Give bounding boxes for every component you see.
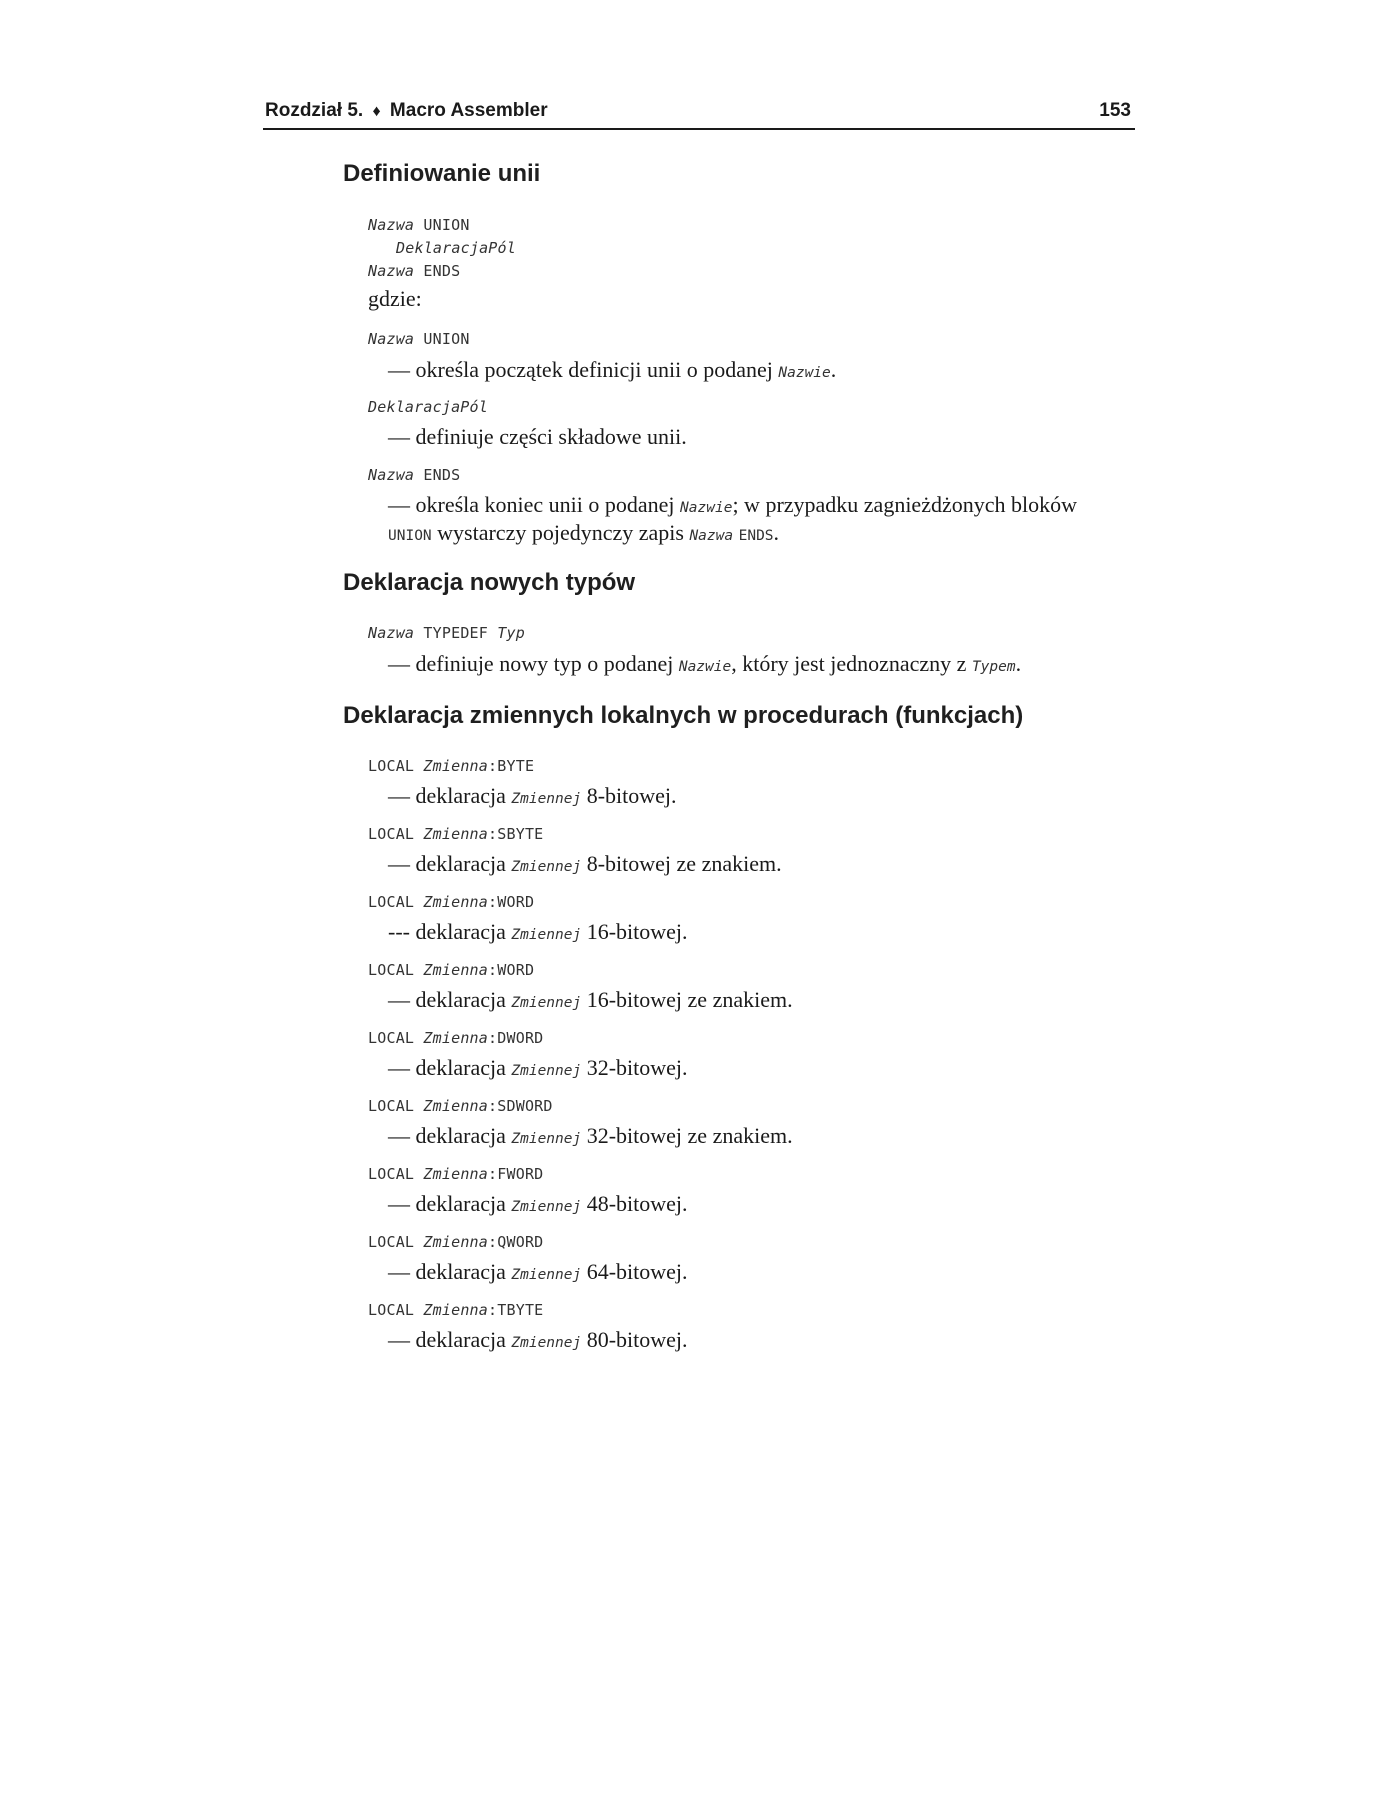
- code-keyword: LOCAL: [368, 1301, 415, 1319]
- section-heading-union: Definiowanie unii: [343, 160, 541, 187]
- desc-text: 80-bitowej.: [586, 1327, 688, 1352]
- local-code-line: [368, 1029, 543, 1047]
- code-keyword: TYPEDEF: [423, 624, 489, 642]
- desc-text: deklaracja: [415, 851, 506, 876]
- local-desc-line: [388, 851, 782, 877]
- local-desc-line: [388, 987, 793, 1013]
- code-keyword: LOCAL: [368, 1029, 415, 1047]
- code-type: :BYTE: [488, 757, 535, 775]
- local-code-line: [368, 1233, 543, 1251]
- desc-text: 64-bitowej.: [586, 1259, 688, 1284]
- code-type: :DWORD: [488, 1029, 544, 1047]
- page-number: 153: [1099, 100, 1131, 121]
- code-type: :SBYTE: [488, 825, 544, 843]
- local-code-line: [368, 893, 534, 911]
- diamond-separator-icon: ♦: [372, 103, 381, 120]
- local-desc-line: [388, 1191, 688, 1217]
- desc-text: deklaracja: [415, 1055, 506, 1080]
- desc-typedef: [388, 651, 1021, 677]
- local-code-line: [368, 757, 534, 775]
- code-keyword: LOCAL: [368, 825, 415, 843]
- desc-ref: Zmiennej: [511, 1335, 582, 1351]
- desc-text: ; w przypadku zagnieżdżonych bloków: [732, 492, 1077, 517]
- local-desc-line: [388, 1259, 688, 1285]
- code-keyword: LOCAL: [368, 757, 415, 775]
- desc-ref: Zmiennej: [511, 791, 582, 807]
- desc-ref: Zmiennej: [511, 1131, 582, 1147]
- em-dash: —: [388, 1055, 410, 1080]
- code-var: Zmienna: [423, 825, 489, 843]
- code-term: DeklaracjaPól: [368, 398, 488, 416]
- desc-text: deklaracja: [415, 1123, 506, 1148]
- term-deklaracja-pol: [368, 398, 488, 416]
- code-var: Zmienna: [423, 1233, 489, 1251]
- local-code-line: [368, 961, 534, 979]
- code-union-line2: [396, 239, 516, 257]
- code-keyword: LOCAL: [368, 1233, 415, 1251]
- em-dash: —: [388, 851, 410, 876]
- desc-text: określa koniec unii o podanej: [415, 492, 675, 517]
- desc-text: 16-bitowej.: [586, 919, 688, 944]
- code-var: Zmienna: [423, 961, 489, 979]
- chapter-title: [265, 100, 548, 122]
- term-union: [368, 330, 470, 348]
- desc-text: deklaracja: [415, 987, 506, 1012]
- desc-text: 32-bitowej.: [586, 1055, 688, 1080]
- code-keyword: UNION: [423, 216, 470, 234]
- code-keyword: LOCAL: [368, 1097, 415, 1115]
- desc-text: deklaracja: [415, 783, 506, 808]
- desc-text: definiuje nowy typ o podanej: [415, 651, 674, 676]
- code-union-line3: [368, 262, 460, 280]
- code-var: Zmienna: [423, 1029, 489, 1047]
- desc-ends-line2: [388, 520, 779, 546]
- desc-text: deklaracja: [415, 919, 506, 944]
- term-ends: [368, 466, 460, 484]
- local-code-line: [368, 825, 543, 843]
- local-desc-line: [388, 1055, 688, 1081]
- desc-ends-line1: [388, 492, 1077, 518]
- desc-ref: Zmiennej: [511, 1063, 582, 1079]
- code-keyword: LOCAL: [368, 1165, 415, 1183]
- code-var: Zmienna: [423, 1097, 489, 1115]
- code-keyword: UNION: [423, 330, 470, 348]
- desc-union: [388, 357, 836, 383]
- code-var: Zmienna: [423, 893, 489, 911]
- code-keyword: LOCAL: [368, 961, 415, 979]
- code-typedef: [368, 624, 525, 642]
- local-desc-line: [388, 919, 688, 945]
- code-name: Nazwa: [368, 262, 415, 280]
- code-type: :WORD: [488, 961, 535, 979]
- running-header: [263, 98, 1135, 130]
- em-dash: —: [388, 651, 410, 676]
- chapter-label: Rozdział 5.: [265, 100, 364, 121]
- desc-ref: Nazwie: [778, 365, 831, 381]
- em-dash: —: [388, 1259, 410, 1284]
- desc-ref: Typem: [971, 659, 1016, 675]
- desc-text: definiuje części składowe unii.: [415, 424, 687, 449]
- desc-text: 8-bitowej.: [586, 783, 677, 808]
- desc-text: deklaracja: [415, 1191, 506, 1216]
- desc-end: .: [830, 357, 837, 382]
- desc-end: .: [773, 520, 780, 545]
- desc-end: .: [1015, 651, 1022, 676]
- local-desc-line: [388, 1327, 688, 1353]
- desc-ref: Zmiennej: [511, 1199, 582, 1215]
- code-type: :TBYTE: [488, 1301, 544, 1319]
- desc-text: deklaracja: [415, 1259, 506, 1284]
- local-code-line: [368, 1165, 543, 1183]
- em-dash: —: [388, 424, 410, 449]
- code-name: Nazwa: [689, 528, 734, 544]
- code-name: Nazwa: [368, 624, 415, 642]
- desc-text: wystarczy pojedynczy zapis: [437, 520, 684, 545]
- code-var: Zmienna: [423, 1165, 489, 1183]
- desc-text: , który jest jednoznaczny z: [731, 651, 967, 676]
- desc-ref: Zmiennej: [511, 927, 582, 943]
- desc-text: określa początek definicji unii o podanej: [415, 357, 773, 382]
- desc-text: 48-bitowej.: [586, 1191, 688, 1216]
- section-heading-typedef: Deklaracja nowych typów: [343, 569, 636, 596]
- desc-text: 32-bitowej ze znakiem.: [586, 1123, 793, 1148]
- code-name: Nazwa: [368, 466, 415, 484]
- local-code-line: [368, 1301, 543, 1319]
- section-heading-local: Deklaracja zmiennych lokalnych w procedurach (funkcjach): [343, 702, 1024, 729]
- code-keyword: ENDS: [738, 528, 774, 544]
- desc-ref: Nazwie: [678, 659, 732, 675]
- code-type: :FWORD: [488, 1165, 544, 1183]
- em-dash: —: [388, 1327, 410, 1352]
- code-name: Nazwa: [368, 216, 415, 234]
- code-keyword: LOCAL: [368, 893, 415, 911]
- em-dash: —: [388, 1191, 410, 1216]
- code-keyword: UNION: [388, 528, 432, 544]
- desc-text: 16-bitowej ze znakiem.: [586, 987, 793, 1012]
- em-dash: —: [388, 987, 410, 1012]
- local-desc-line: [388, 1123, 793, 1149]
- em-dash: —: [388, 1123, 410, 1148]
- code-term: DeklaracjaPól: [396, 239, 516, 257]
- code-union-line1: [368, 216, 470, 234]
- desc-text: deklaracja: [415, 1327, 506, 1352]
- desc-ref: Zmiennej: [511, 859, 582, 875]
- chapter-name: Macro Assembler: [389, 100, 548, 121]
- code-name: Nazwa: [368, 330, 415, 348]
- code-type: :QWORD: [488, 1233, 544, 1251]
- local-desc-line: [388, 783, 677, 809]
- em-dash: —: [388, 492, 410, 517]
- code-keyword: ENDS: [423, 262, 461, 280]
- code-type: :SDWORD: [488, 1097, 553, 1115]
- local-code-line: [368, 1097, 553, 1115]
- code-type: :WORD: [488, 893, 535, 911]
- em-dash: ---: [388, 919, 410, 944]
- desc-text: 8-bitowej ze znakiem.: [586, 851, 782, 876]
- desc-ref: Zmiennej: [511, 995, 582, 1011]
- code-type: Typ: [497, 624, 525, 642]
- code-keyword: ENDS: [423, 466, 461, 484]
- code-var: Zmienna: [423, 757, 489, 775]
- desc-deklaracja-pol: [388, 424, 687, 450]
- code-var: Zmienna: [423, 1301, 489, 1319]
- em-dash: —: [388, 357, 410, 382]
- desc-ref: Zmiennej: [511, 1267, 582, 1283]
- em-dash: —: [388, 783, 410, 808]
- gdzie-label: gdzie:: [368, 286, 422, 311]
- desc-ref: Nazwie: [680, 500, 733, 516]
